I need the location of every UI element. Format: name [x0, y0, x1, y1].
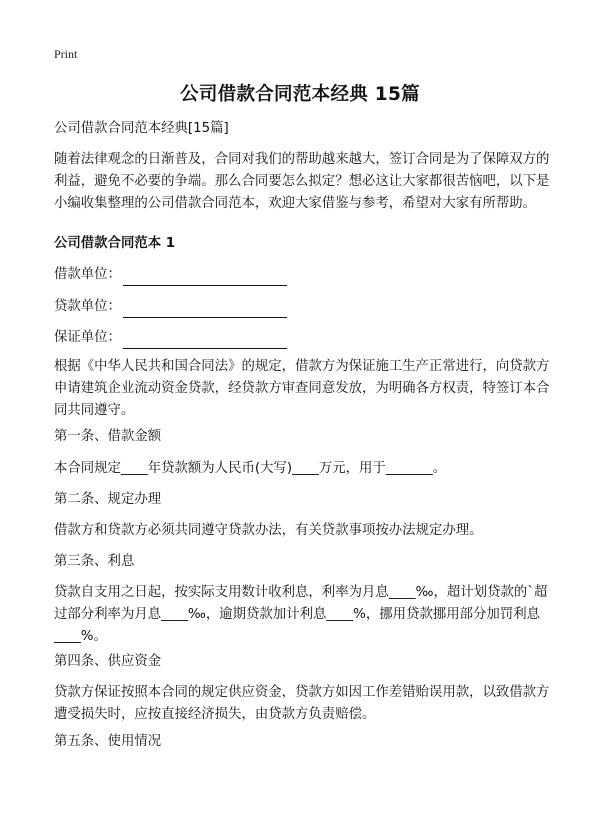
borrower-label: 借款单位：	[54, 267, 121, 282]
article-4-body: 贷款方保证按照本合同的规定供应资金，贷款方如因工作差错贻误用款，以致借款方遭受损失时，应按直接经济损失，由贷款方负责赔偿。	[54, 685, 550, 722]
guarantor-field-row	[54, 327, 287, 349]
article-2-title: 第二条、规定办理	[54, 492, 162, 507]
guarantor-blank	[123, 333, 287, 349]
lender-blank	[123, 302, 287, 318]
borrower-field-row	[54, 264, 287, 286]
borrower-blank	[123, 270, 287, 286]
article-4-title: 第四条、供应资金	[54, 654, 162, 669]
article-1-body: 本合同规定____年贷款额为人民币(大写)____万元，用于_______。	[54, 461, 447, 476]
article-3-body: 贷款自支用之日起，按实际支用数计收利息，利率为月息____‰，超计划贷款的`超过部分利率为月息____‰，逾期贷款加计利息____%，挪用贷款挪用部分加罚利息____%。	[54, 585, 548, 644]
article-3-title: 第三条、利息	[54, 554, 135, 569]
article-5-title: 第五条、使用情况	[54, 734, 162, 749]
section-heading: 公司借款合同范本 1	[54, 236, 176, 251]
article-2-body: 借款方和贷款方必须共同遵守贷款办法，有关贷款事项按办法规定办理。	[54, 523, 483, 538]
document-subtitle: 公司借款合同范本经典[15篇]	[54, 121, 229, 136]
document-title: 公司借款合同范本经典 15篇	[180, 84, 420, 105]
article-1-title: 第一条、借款金额	[54, 429, 162, 444]
intro-paragraph: 随着法律观念的日渐普及，合同对我们的帮助越来越大，签订合同是为了保障双方的利益，避免不必要的争端。那么合同要怎么拟定？想必这让大家都很苦恼吧，以下是小编收集整理的公司借款合同范本，欢迎大家借鉴与参考，希望对大家有所帮助。	[54, 152, 550, 211]
lender-label: 贷款单位：	[54, 299, 121, 314]
lender-field-row	[54, 296, 287, 318]
print-link[interactable]: Print	[54, 47, 78, 61]
preamble-paragraph: 根据《中华人民共和国合同法》的规定，借款方为保证施工生产正常进行，向贷款方申请建筑企业流动资金贷款，经贷款方审查同意发放，为明确各方权责，特签订本合同共同遵守。	[54, 359, 550, 418]
guarantor-label: 保证单位：	[54, 330, 121, 345]
